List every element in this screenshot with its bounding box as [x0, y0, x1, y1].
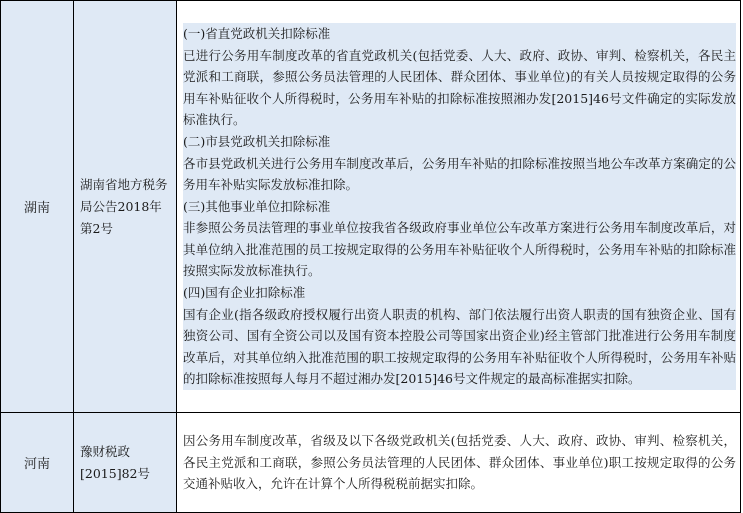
section-text: 国有企业(指各级政府授权履行出资人职责的机构、部门依法履行出资人职责的国有独资企业、国有独资公司、国有全资公司以及国有资本控股公司等国家出资企业)经主管部门批准进行公务用车制度改革后，对其单位纳入批准范围的职工按规定取得的公务用车补贴征收个人所得税时，公务用车补贴的扣除标准按照每人每月不超过湘办发[2015]46号文件规定的最高标准据实扣除。 [183, 304, 736, 390]
table-row [1, 1, 741, 413]
section-title: (一)省直党政机关扣除标准 [183, 23, 736, 45]
region-cell: 湖南 [1, 1, 74, 413]
table-row [1, 413, 741, 513]
content-cell [177, 413, 741, 513]
source-cell: 豫财税政[2015]82号 [74, 413, 177, 513]
section-text: 已进行公务用车制度改革的省直党政机关(包括党委、人大、政府、政协、审判、检察机关，各民主党派和工商联，参照公务员法管理的人民团体、群众团体、事业单位)的有关人员按规定取得的公务用车补贴征收个人所得税时，公务用车补贴的扣除标准按照湘办发[2015]46号文件确定的实际发放标准执行。 [183, 45, 736, 131]
region-cell: 河南 [1, 413, 74, 513]
content-cell [177, 1, 741, 413]
section-city-county [183, 131, 736, 196]
section-title: (三)其他事业单位扣除标准 [183, 196, 736, 218]
section-text: 各市县党政机关进行公务用车制度改革后，公务用车补贴的扣除标准按照当地公车改革方案确定的公务用车补贴实际发放标准扣除。 [183, 153, 736, 196]
section-state-enterprises [183, 282, 736, 390]
section-provincial [183, 23, 736, 131]
section-title: (四)国有企业扣除标准 [183, 282, 736, 304]
policy-text: 因公务用车制度改革，省级及以下各级党政机关(包括党委、人大、政府、政协、审判、检察机关，各民主党派和工商联，参照公务员法管理的人民团体、群众团体、事业单位)职工按规定取得的公务交通补贴收入，允许在计算个人所得税税前据实扣除。 [183, 430, 736, 495]
section-public-institutions [183, 196, 736, 282]
section-title: (二)市县党政机关扣除标准 [183, 131, 736, 153]
section-text: 非参照公务员法管理的事业单位按我省各级政府事业单位公车改革方案进行公务用车制度改革后，对其单位纳入批准范围的员工按规定取得的公务用车补贴征收个人所得税时，公务用车补贴的扣除标准按照实际发放标准执行。 [183, 217, 736, 282]
source-cell: 湖南省地方税务局公告2018年第2号 [74, 1, 177, 413]
